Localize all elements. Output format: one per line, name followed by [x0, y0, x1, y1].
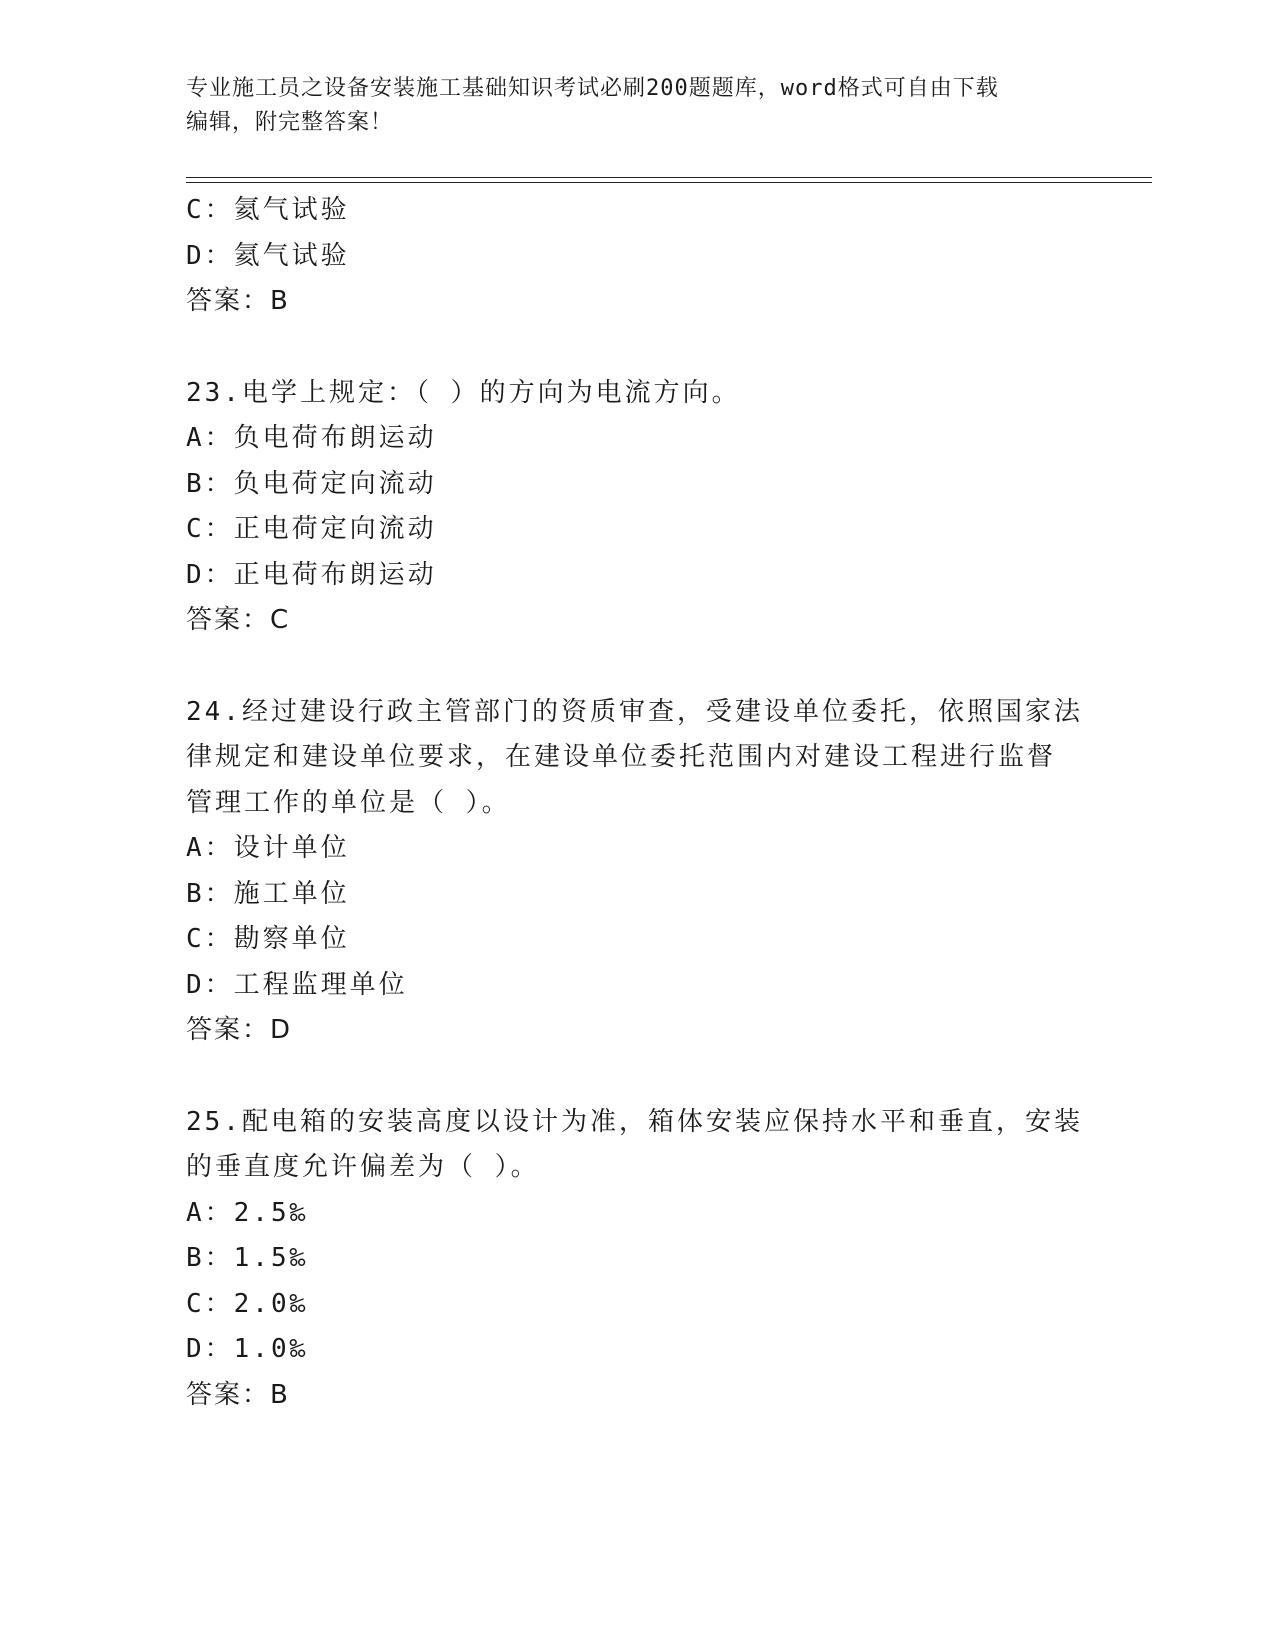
- option-b: B：负电荷定向流动: [186, 468, 437, 499]
- question-24: [186, 690, 1086, 1054]
- option-a: A：2.5‰: [186, 1197, 309, 1228]
- question-22: [186, 188, 1086, 325]
- option-b: B：1.5‰: [186, 1243, 309, 1273]
- header-line-2: 编辑，附完整答案！: [186, 110, 394, 135]
- question-text-line-2: 的垂直度允许偏差为（ ）。: [186, 1152, 540, 1182]
- option-d: D：1.0‰: [186, 1334, 309, 1364]
- option-c: C：正电荷定向流动: [186, 514, 437, 544]
- option-d: D：工程监理单位: [186, 969, 408, 1000]
- spacer: [186, 1054, 1086, 1100]
- option-c: C：2.0‰: [186, 1288, 309, 1319]
- option-d: D：氦气试验: [186, 240, 350, 271]
- option-c: C：氦气试验: [186, 195, 350, 225]
- header-divider-bottom: [186, 182, 1152, 183]
- option-c: C：勘察单位: [186, 924, 350, 954]
- answer-line: 答案：B: [186, 286, 290, 316]
- option-a: A：负电荷布朗运动: [186, 423, 437, 453]
- question-text-line-2: 律规定和建设单位要求，在建设单位委托范围内对建设工程进行监督: [186, 742, 1057, 772]
- spacer: [186, 325, 1086, 371]
- question-text-line-1: 24.经过建设行政主管部门的资质审查，受建设单位委托，依照国家法: [186, 696, 1083, 727]
- question-text-line-1: 25.配电箱的安装高度以设计为准，箱体安装应保持水平和垂直，安装: [186, 1106, 1083, 1137]
- answer-line: 答案：D: [186, 1015, 293, 1045]
- question-23: [186, 371, 1086, 644]
- option-d: D：正电荷布朗运动: [186, 559, 437, 590]
- spacer: [186, 644, 1086, 690]
- option-a: A：设计单位: [186, 833, 350, 863]
- answer-line: 答案：C: [186, 605, 291, 635]
- question-25: [186, 1100, 1086, 1419]
- document-header: [186, 72, 1086, 140]
- question-list: [186, 188, 1086, 1418]
- question-text: 23.电学上规定：（ ）的方向为电流方向。: [186, 377, 741, 408]
- question-text-line-3: 管理工作的单位是（ ）。: [186, 787, 511, 818]
- header-line-1: 专业施工员之设备安装施工基础知识考试必刷200题题库，word格式可自由下载: [186, 76, 999, 101]
- answer-line: 答案：B: [186, 1379, 290, 1410]
- option-b: B：施工单位: [186, 878, 350, 909]
- header-divider-top: [186, 177, 1152, 178]
